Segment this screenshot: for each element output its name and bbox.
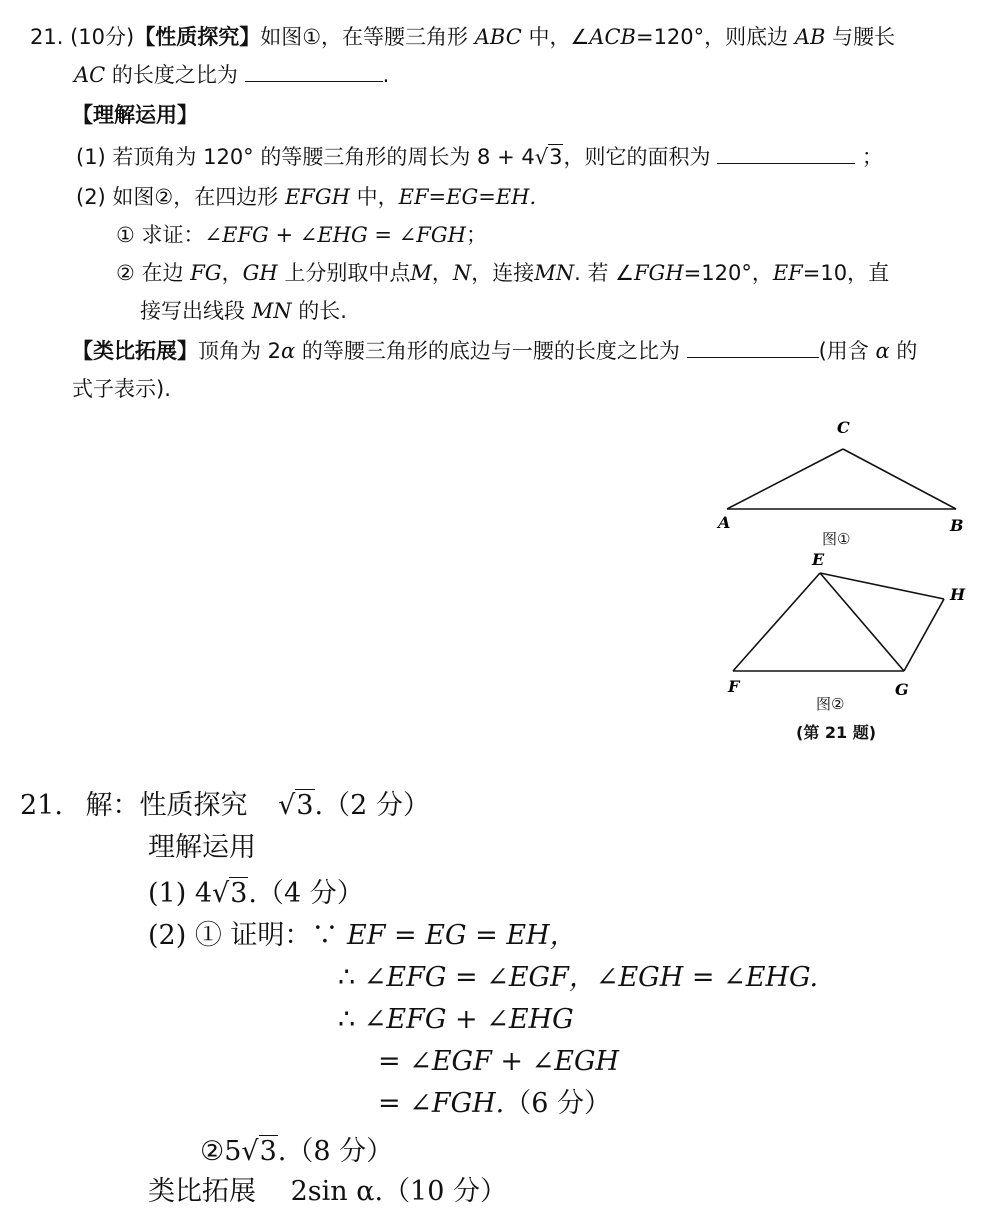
solution-part-2-2: ②5√3.（8 分）: [200, 1136, 394, 1167]
question-part-2: (2) 如图②，在四边形 EFGH 中，EF=EG=EH.: [76, 185, 537, 209]
segment-FE: [733, 573, 820, 671]
solution-number: 21.: [20, 790, 63, 821]
label-F: F: [728, 677, 740, 696]
question-score: (10分): [70, 25, 135, 49]
solution-part-2-line-3: ∴ ∠EFG + ∠EHG: [338, 1004, 574, 1035]
figure-2-caption: 图②: [816, 695, 845, 713]
question-part-2-2-cont: 接写出线段 MN 的长.: [140, 299, 347, 323]
figure-1-triangle: [727, 449, 956, 509]
figure-1-caption: 图①: [822, 530, 851, 548]
question-analogy: 【类比拓展】顶角为 2α 的等腰三角形的底边与一腰的长度之比为 (用含 α 的: [72, 339, 918, 363]
figure-2-quadrilateral: [733, 573, 944, 671]
label-A: A: [718, 513, 731, 532]
segment-HG: [904, 599, 944, 671]
solution-part-1: (1) 4√3.（4 分）: [148, 878, 364, 909]
question-line-1: 21. (10分)【性质探究】如图①，在等腰三角形 ABC 中，∠ACB=120°，则底边 AB 与腰长: [30, 25, 896, 49]
label-E: E: [812, 550, 825, 569]
question-line-2: AC 的长度之比为 .: [74, 63, 390, 87]
question-part-1: (1) 若顶角为 120° 的等腰三角形的周长为 8 + 4√3，则它的面积为 ；: [76, 145, 883, 169]
label-G: G: [895, 680, 909, 699]
question-part-2-1: ① 求证：∠EFG + ∠EHG = ∠FGH；: [116, 223, 487, 247]
label-B: B: [950, 516, 964, 535]
solution-part-2-line-5: = ∠FGH.（6 分）: [378, 1088, 612, 1119]
solution-part-2-line-1: (2) ① 证明：∵ EF = EG = EH，: [148, 920, 577, 951]
solution-analogy: 类比拓展 2sin α.（10 分）: [148, 1176, 508, 1207]
question-tag: (第 21 题): [796, 723, 877, 742]
section-title-analogy: 【类比拓展】: [72, 339, 198, 363]
question-part-2-2: ② 在边 FG，GH 上分别取中点M，N，连接MN. 若 ∠FGH=120°，EF=10，直: [116, 261, 890, 285]
question-number: 21.: [30, 25, 64, 49]
question-analogy-cont: 式子表示).: [72, 377, 171, 401]
section-title-explore: 【性质探究】: [134, 25, 261, 49]
solution-part-2-line-4: = ∠EGF + ∠EGH: [378, 1046, 620, 1077]
segment-AC: [727, 449, 843, 509]
solution-line-1: 21. 解：性质探究 √3.（2 分）: [20, 790, 430, 821]
label-H: H: [950, 585, 966, 604]
segment-CB: [843, 449, 956, 509]
section-title-apply: 【理解运用】: [72, 103, 198, 127]
solution-part-2-line-2: ∴ ∠EFG = ∠EGF，∠EGH = ∠EHG.: [338, 962, 819, 993]
label-C: C: [837, 418, 850, 437]
solution-section-apply: 理解运用: [148, 832, 256, 863]
